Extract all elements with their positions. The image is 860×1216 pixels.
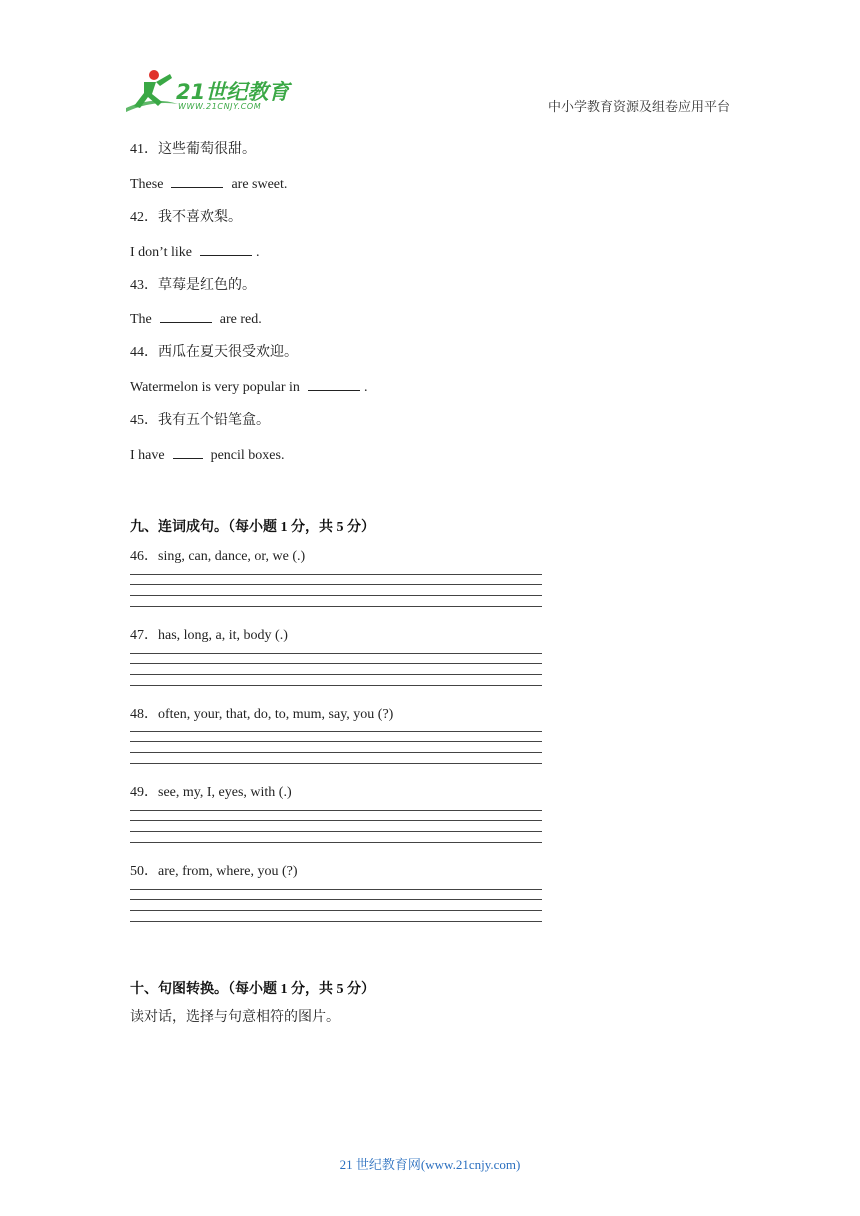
answer-prefix: Watermelon is very popular in (130, 380, 300, 395)
logo-title: 21世纪教育 (176, 80, 290, 104)
header-platform-text: 中小学教育资源及组卷应用平台 (548, 99, 731, 114)
question-number: 43． (130, 278, 158, 293)
answer-suffix: . (363, 380, 368, 395)
question-number: 41． (130, 142, 158, 157)
answer-blank[interactable] (308, 376, 360, 391)
question-chinese: 西瓜在夏天很受欢迎。 (158, 345, 298, 360)
answer-blank[interactable] (160, 308, 212, 323)
answer-blank[interactable] (173, 444, 203, 459)
question-number: 44． (130, 345, 158, 360)
section-10-instruction: 读对话，选择与句意相符的图片。 (130, 1010, 340, 1025)
question-number: 47． (130, 628, 158, 643)
question-number: 45． (130, 413, 158, 428)
question-chinese: 我不喜欢梨。 (158, 210, 242, 225)
question-number: 48． (130, 707, 158, 722)
question-chinese: 草莓是红色的。 (158, 278, 256, 293)
logo (122, 66, 292, 116)
question-words: sing, can, dance, or, we (.) (158, 549, 306, 564)
question-chinese: 我有五个铅笔盒。 (158, 413, 270, 428)
answer-prefix: I don’t like (130, 245, 192, 260)
question-number: 46． (130, 549, 158, 564)
answer-prefix: These (130, 177, 164, 192)
footer-link[interactable]: 21 世纪教育网(www.21cnjy.com) (339, 1157, 521, 1172)
answer-suffix: . (255, 245, 260, 260)
answer-suffix: pencil boxes. (210, 448, 285, 463)
answer-suffix: are sweet. (231, 177, 288, 192)
answer-blank[interactable] (171, 173, 223, 188)
question-number: 49． (130, 785, 158, 800)
section-10-title: 十、句图转换。（每小题 1 分，共 5 分） (130, 982, 375, 997)
answer-suffix: are red. (219, 312, 262, 327)
question-number: 42． (130, 210, 158, 225)
answer-prefix: The (130, 312, 152, 327)
question-words: has, long, a, it, body (.) (158, 628, 288, 643)
question-number: 50． (130, 864, 158, 879)
question-words: see, my, I, eyes, with (.) (158, 785, 292, 800)
question-chinese: 这些葡萄很甜。 (158, 142, 256, 157)
section-9-title: 九、连词成句。（每小题 1 分，共 5 分） (130, 520, 375, 535)
answer-blank[interactable] (200, 241, 252, 256)
question-words: are, from, where, you (?) (158, 864, 298, 879)
logo-url: WWW.21CNJY.COM (178, 102, 262, 111)
answer-prefix: I have (130, 448, 165, 463)
question-words: often, your, that, do, to, mum, say, you (?) (158, 707, 394, 722)
